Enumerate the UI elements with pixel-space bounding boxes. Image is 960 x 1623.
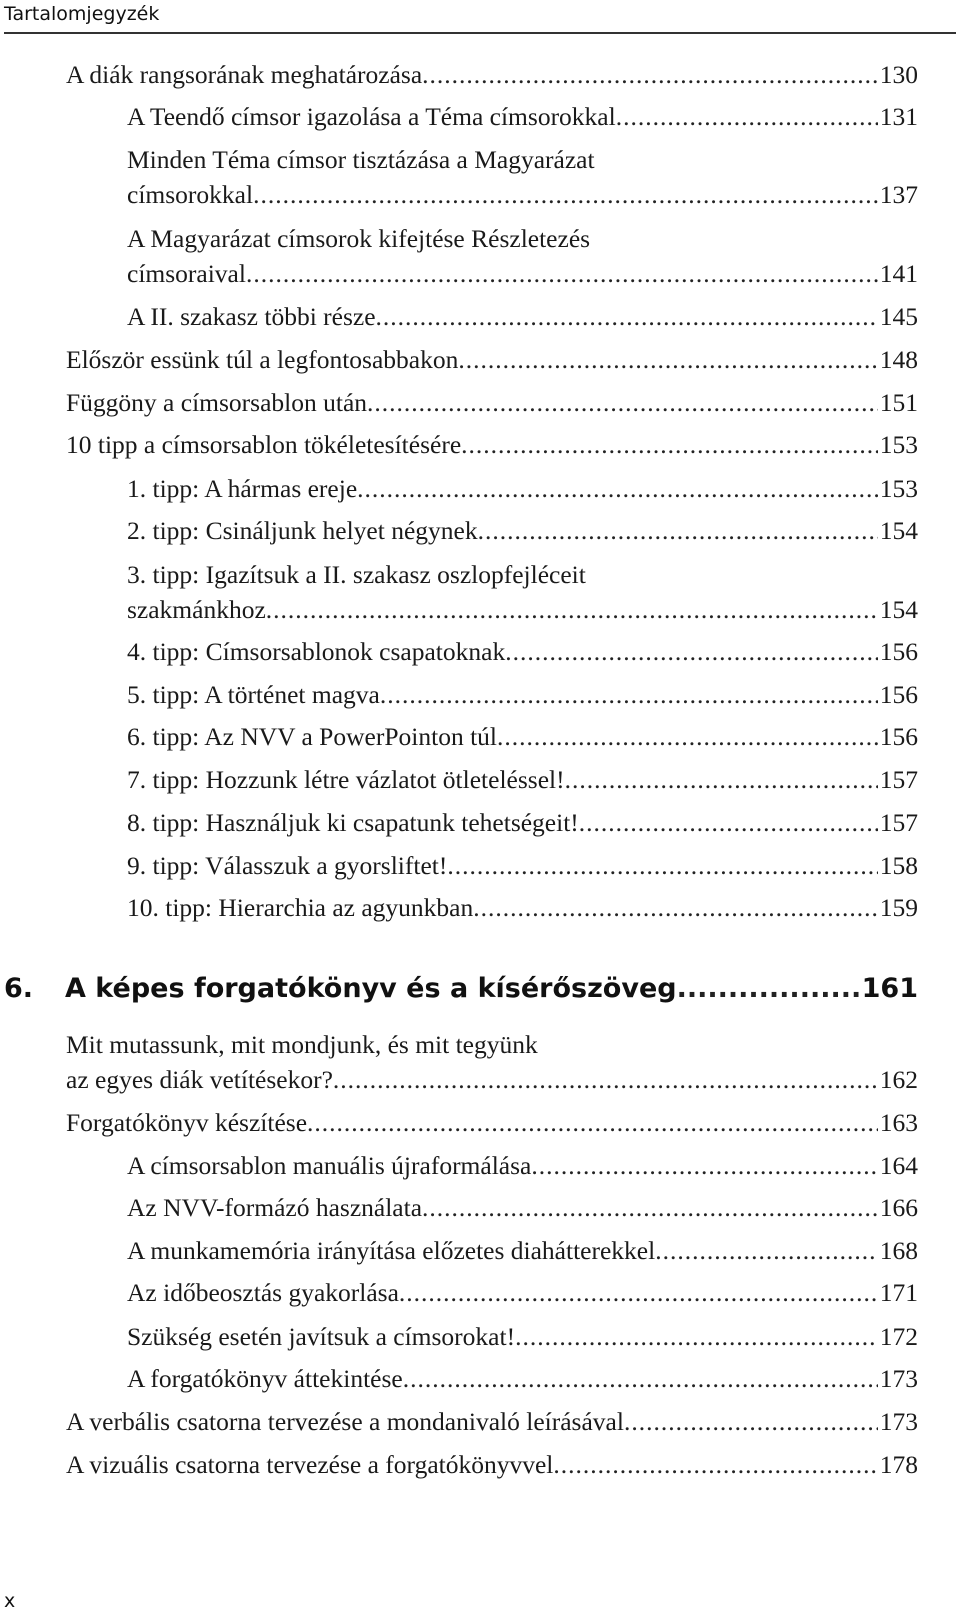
toc-entry-title-line1: Mit mutassunk, mit mondjunk, és mit tegyünk xyxy=(66,1030,538,1059)
leader-dots xyxy=(473,893,878,923)
leader-dots xyxy=(422,1193,878,1223)
toc-entry-page: 141 xyxy=(879,259,918,288)
leader-dots xyxy=(399,1278,878,1308)
toc-entry-title: az egyes diák vetítésekor? xyxy=(66,1065,333,1094)
toc-entry[interactable] xyxy=(127,102,918,132)
toc-entry-page: 148 xyxy=(879,345,918,374)
toc-entry-title: 10 tipp a címsorsablon tökéletesítésére xyxy=(66,430,462,459)
toc-entry[interactable] xyxy=(127,808,918,838)
toc-entry-page: 154 xyxy=(879,516,918,545)
toc-entry[interactable] xyxy=(127,637,918,667)
toc-entry-page: 156 xyxy=(879,637,918,666)
toc-entry[interactable] xyxy=(66,1407,918,1437)
toc-entry[interactable] xyxy=(127,765,918,795)
leader-dots xyxy=(565,765,878,795)
toc-entry-page: 172 xyxy=(879,1322,918,1351)
leader-dots xyxy=(376,302,878,332)
toc-entry-title: Az NVV-formázó használata xyxy=(127,1193,423,1222)
toc-entry-title: A címsorsablon manuális újraformálása xyxy=(127,1151,532,1180)
toc-entry-title: 5. tipp: A történet magva xyxy=(127,680,380,709)
toc-entry-page: 159 xyxy=(879,893,918,922)
toc-entry[interactable] xyxy=(127,145,918,211)
toc-entry-page: 156 xyxy=(879,680,918,709)
leader-dots xyxy=(677,969,860,1009)
toc-entry[interactable] xyxy=(127,1151,918,1181)
leader-dots xyxy=(307,1108,878,1138)
toc-entry[interactable] xyxy=(127,474,918,504)
toc-entry[interactable] xyxy=(66,1450,918,1480)
toc-entry-page: 173 xyxy=(879,1407,918,1436)
leader-dots xyxy=(367,388,878,418)
toc-entry[interactable] xyxy=(127,1278,918,1308)
toc-entry-title: címsorokkal xyxy=(127,180,254,209)
toc-entry-page: 164 xyxy=(879,1151,918,1180)
toc-entry-page: 157 xyxy=(879,765,918,794)
leader-dots xyxy=(624,1407,878,1437)
toc-entry-title-line1: 3. tipp: Igazítsuk a II. szakasz oszlopfejléceit xyxy=(127,560,586,589)
toc-entry-page: 171 xyxy=(879,1278,918,1307)
toc-entry-title: Szükség esetén javítsuk a címsorokat! xyxy=(127,1322,516,1351)
toc-entry[interactable] xyxy=(66,345,918,375)
toc-entry-title: A forgatókönyv áttekintése xyxy=(127,1364,403,1393)
leader-dots xyxy=(357,474,878,504)
toc-entry-page: 153 xyxy=(879,430,918,459)
toc-entry[interactable] xyxy=(127,224,918,290)
leader-dots xyxy=(266,595,878,625)
toc-entry-page: 154 xyxy=(879,595,918,624)
leader-dots xyxy=(531,1151,877,1181)
toc-entry-title: A Teendő címsor igazolása a Téma címsorokkal xyxy=(127,102,616,131)
header-rule xyxy=(4,32,956,34)
toc-entry-page: 131 xyxy=(879,102,918,131)
leader-dots xyxy=(246,259,878,289)
toc-entry-page: 145 xyxy=(879,302,918,331)
chapter-number: 6. xyxy=(4,973,34,1004)
toc-entry-title: 6. tipp: Az NVV a PowerPointon túl xyxy=(127,722,497,751)
toc-entry-title-line1: Minden Téma címsor tisztázása a Magyarázat xyxy=(127,145,595,174)
toc-entry[interactable] xyxy=(127,722,918,752)
toc-entry[interactable] xyxy=(127,893,918,923)
toc-entry-page: 137 xyxy=(879,180,918,209)
leader-dots xyxy=(380,680,878,710)
toc-entry-title-line1: A Magyarázat címsorok kifejtése Részletezés xyxy=(127,224,591,253)
toc-entry-title: 8. tipp: Használjuk ki csapatunk tehetségeit! xyxy=(127,808,579,837)
toc-entry-title: 4. tipp: Címsorsablonok csapatoknak xyxy=(127,637,506,666)
toc-entry[interactable] xyxy=(127,302,918,332)
toc-entry[interactable] xyxy=(66,1030,918,1096)
toc-entry-page: 158 xyxy=(879,851,918,880)
toc-entry[interactable] xyxy=(66,430,918,460)
toc-entry[interactable] xyxy=(66,60,918,90)
toc-entry-title: szakmánkhoz xyxy=(127,595,266,624)
leader-dots xyxy=(478,516,878,546)
toc-entry[interactable] xyxy=(127,1322,918,1352)
toc-entry-title: 9. tipp: Válasszuk a gyorsliftet! xyxy=(127,851,448,880)
toc-entry-title: A II. szakasz többi része xyxy=(127,302,376,331)
leader-dots xyxy=(333,1065,878,1095)
toc-entry-title: Forgatókönyv készítése xyxy=(66,1108,308,1137)
toc-entry-title: 10. tipp: Hierarchia az agyunkban xyxy=(127,893,474,922)
toc-entry-title: A vizuális csatorna tervezése a forgatókönyvvel xyxy=(66,1450,554,1479)
toc-entry-page: 130 xyxy=(879,60,918,89)
toc-entry-page: 163 xyxy=(879,1108,918,1137)
leader-dots xyxy=(655,1236,878,1266)
toc-entry[interactable] xyxy=(127,1236,918,1266)
chapter-page: 161 xyxy=(861,973,918,1004)
leader-dots xyxy=(403,1364,878,1394)
leader-dots xyxy=(422,60,878,90)
toc-entry-page: 178 xyxy=(879,1450,918,1479)
page-number: x xyxy=(4,1590,16,1612)
toc-entry[interactable] xyxy=(66,1108,918,1138)
toc-entry[interactable] xyxy=(66,388,918,418)
toc-entry[interactable] xyxy=(127,560,918,626)
leader-dots xyxy=(458,345,877,375)
leader-dots xyxy=(616,102,878,132)
toc-entry-page: 156 xyxy=(879,722,918,751)
toc-entry-title: Az időbeosztás gyakorlása xyxy=(127,1278,399,1307)
toc-entry-title: A diák rangsorának meghatározása xyxy=(66,60,423,89)
toc-entry-title: címsoraival xyxy=(127,259,246,288)
toc-entry-title: 7. tipp: Hozzunk létre vázlatot ötleteléssel! xyxy=(127,765,565,794)
leader-dots xyxy=(515,1322,878,1352)
toc-entry-page: 173 xyxy=(879,1364,918,1393)
toc-entry-page: 162 xyxy=(879,1065,918,1094)
toc-entry-title: 1. tipp: A hármas ereje xyxy=(127,474,358,503)
chapter-title: A képes forgatókönyv és a kísérőszöveg xyxy=(65,973,677,1004)
toc-entry-title: 2. tipp: Csináljunk helyet négynek xyxy=(127,516,478,545)
leader-dots xyxy=(447,851,877,881)
toc-entry-title: Függöny a címsorsablon után xyxy=(66,388,368,417)
toc-entry[interactable] xyxy=(127,1364,918,1394)
leader-dots xyxy=(505,637,878,667)
toc-entry[interactable] xyxy=(127,680,918,710)
toc-entry[interactable] xyxy=(127,1193,918,1223)
toc-entry-page: 166 xyxy=(879,1193,918,1222)
leader-dots xyxy=(253,180,878,210)
toc-entry-page: 157 xyxy=(879,808,918,837)
toc-entry[interactable] xyxy=(127,516,918,546)
running-header: Tartalomjegyzék xyxy=(4,3,160,25)
toc-entry-title: A verbális csatorna tervezése a mondanivaló leírásával xyxy=(66,1407,624,1436)
toc-entry[interactable] xyxy=(127,851,918,881)
toc-entry-title: A munkamemória irányítása előzetes diahátterekkel xyxy=(127,1236,656,1265)
leader-dots xyxy=(461,430,878,460)
leader-dots xyxy=(579,808,878,838)
toc-entry-page: 153 xyxy=(879,474,918,503)
toc-entry-title: Először essünk túl a legfontosabbakon xyxy=(66,345,459,374)
leader-dots xyxy=(553,1450,877,1480)
leader-dots xyxy=(497,722,878,752)
toc-entry-page: 168 xyxy=(879,1236,918,1265)
toc-entry-page: 151 xyxy=(879,388,918,417)
